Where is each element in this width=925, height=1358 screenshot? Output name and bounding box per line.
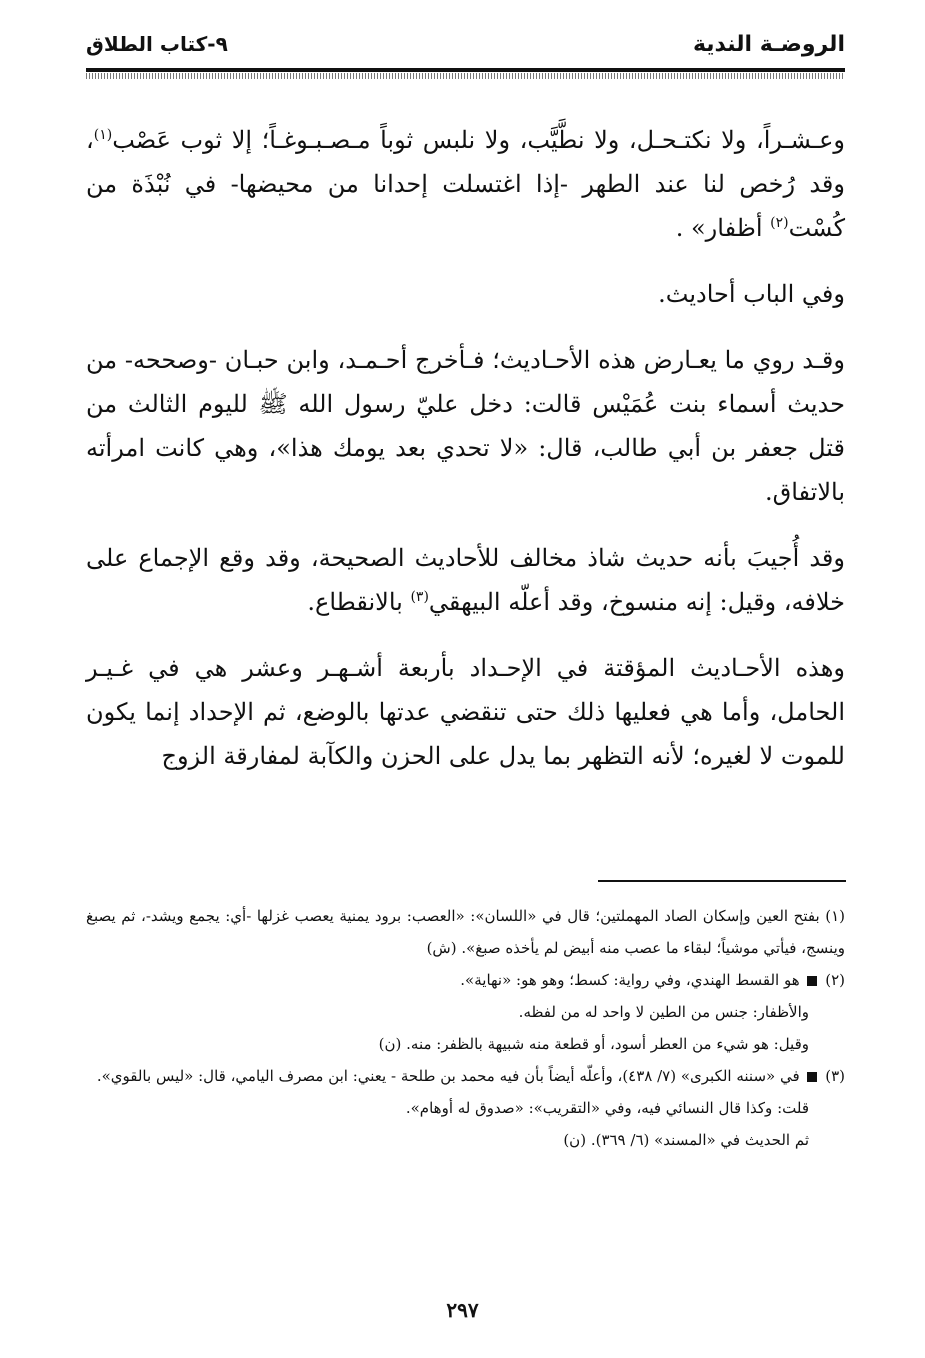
square-marker-icon — [807, 976, 817, 986]
footnote-ref-2: (٢) — [770, 215, 789, 231]
footnote-2-line-3: وقيل: هو شيء من العطر أسود، أو قطعة منه شبيهة بالظفر: منه. (ن) — [378, 1035, 809, 1053]
paragraph-4-part-a: وقد أُجيبَ بأنه حديث شاذ مخالف للأحاديث الصحيحة، وقد وقع الإجماع على خلافه، وقيل: إنه منسوخ، وقد أعلّه البيهقي — [86, 544, 845, 616]
footnote-ref-3: (٣) — [410, 589, 429, 605]
paragraph-5: وهذه الأحـاديث المؤقتة في الإحـداد بأربعة أشـهـر وعشر هي في غـيـر الحامل، وأما هي فعليها ذلك حتى تنقضي عدتها بالوضع، ثم الإحداد إنما يكون للموت لا لغيره؛ لأنه التظهر بما يدل على الحزن والكآبة لمفارقة الزوج — [86, 654, 845, 770]
book-title: الروضـة الندية — [692, 32, 845, 57]
footnote-2-text: هو القسط الهندي، وفي رواية: كسط؛ وهو هو: «نهاية». — [460, 971, 800, 989]
footnote-ref-1: (١) — [93, 127, 113, 143]
paragraph-1-part-a: وعـشـراً، ولا نكتـحـل، ولا نطَّيَّب، ولا نلبس ثوباً مـصـبـوغـاً؛ إلا ثوب عَصْب — [112, 126, 845, 154]
footnotes — [86, 900, 845, 1156]
header-rule — [86, 68, 845, 72]
main-text — [86, 118, 845, 800]
paragraph-2: وفي الباب أحاديث. — [658, 280, 845, 308]
running-header — [86, 28, 845, 68]
paragraph-3: وقـد روي ما يعـارض هذه الأحـاديث؛ فـأخرج أحـمـد، وابن حبـان -وصححه- من حديث أسماء بنت عُمَيْس قالت: دخل عليّ رسول الله ﷺ لليوم الثالث من قتل جعفر بن أبي طالب، قال: «لا تحدي بعد يومك هذا»، وهي كانت امرأته بالاتفاق. — [86, 346, 845, 506]
footnote-2-line-2: والأظفار: جنس من الطين لا واحد له من لفظه. — [518, 1003, 809, 1021]
paragraph-1-part-b: ، وقد رُخص لنا عند الطهر -إذا اغتسلت إحدانا من محيضها- في نُبْذَة من كُسْت — [86, 126, 845, 242]
paragraph-4 — [86, 536, 845, 624]
footnote-3 — [86, 1060, 845, 1092]
footnote-3-line-3: ثم الحديث في «المسند» (٦/ ٣٦٩). (ن) — [563, 1131, 809, 1149]
page-number: ٢٩٧ — [446, 1298, 479, 1322]
footnote-3-number: (٣) — [825, 1067, 845, 1085]
square-marker-icon — [807, 1072, 817, 1082]
chapter-title: ٩-كتاب الطلاق — [86, 32, 228, 56]
paragraph-1 — [86, 118, 845, 250]
footnote-separator — [598, 880, 846, 882]
footnote-1: (١) بفتح العين وإسكان الصاد المهملتين؛ قال في «اللسان»: «العصب: برود يمنية يعصب غزلها -أي: يجمع ويشد-، ثم يصبغ وينسج، فيأتي موشياً؛ لبقاء ما عصب منه أبيض لم يأخذه صبغ». (ش) — [86, 907, 845, 957]
footnote-3-line-2: قلت: وكذا قال النسائي فيه، وفي «التقريب»: «صدوق له أوهام». — [405, 1099, 809, 1117]
footnote-2-number: (٢) — [825, 971, 845, 989]
paragraph-4-part-b: بالانقطاع. — [307, 588, 411, 616]
footnote-2 — [86, 964, 845, 996]
paragraph-1-part-c: أظفار» . — [675, 214, 771, 242]
header-rule-hatch — [86, 73, 845, 79]
footnote-3-text: في «سننه الكبرى» (٧/ ٤٣٨)، وأعلّه أيضاً بأن فيه محمد بن طلحة - يعني: ابن مصرف اليامي، قال: «ليس بالقوي». — [96, 1067, 800, 1085]
